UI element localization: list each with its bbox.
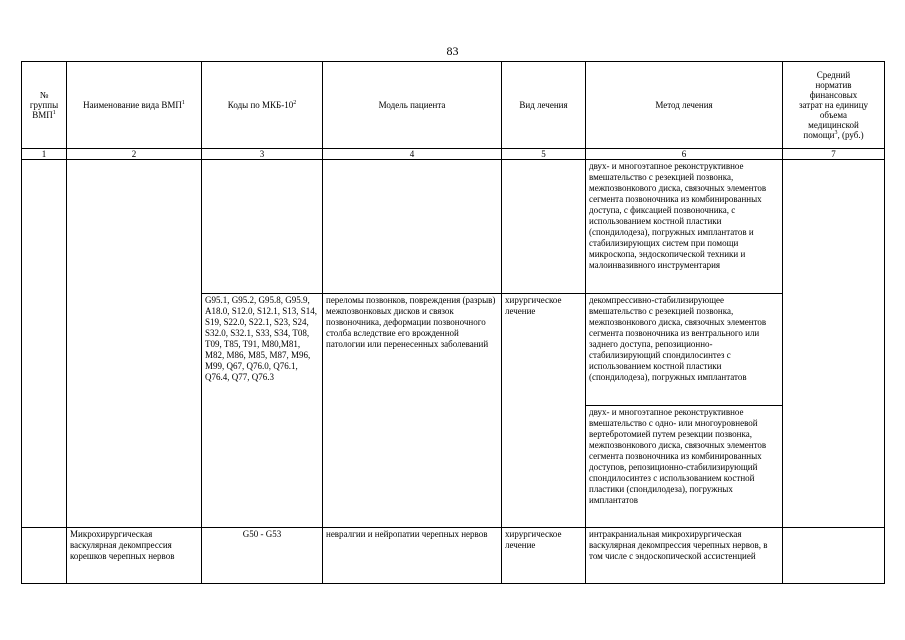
cost-norm-cell	[783, 160, 885, 528]
treatment-type-cell: хирургическое лечение	[502, 294, 586, 528]
treatment-method-cell: двух- и многоэтапное реконструктивное вмешательство с резекцией позвонка, межпозвонкового диска, связочных элементов сегмента позвоночника из комбинированных доступа, с фиксацией позвоночника, с использованием костной пластики (спондилодеза), погружных имплантатов и стабилизирующих систем при помощи микроскопа, эндоскопической техники и малоинвазивного инструментария	[586, 160, 783, 294]
page-number: 83	[446, 44, 459, 58]
header-treatment-method: Метод лечения	[586, 62, 783, 149]
icd-codes-cell: G50 - G53	[202, 528, 323, 584]
patient-model-cell	[323, 160, 502, 294]
treatment-method-cell: интракраниальная микрохирургическая васкулярная декомпрессия черепных нервов, в том числе с эндоскопической ассистенцией	[586, 528, 783, 584]
treatment-method-cell: декомпрессивно-стабилизирующее вмешательство с резекцией позвонка, межпозвонкового диска, связочных элементов сегмента позвоночника из вентрального или заднего доступа, репозиционно-стабилизирующий спондилосинтез с использованием костной пластики (спондилодеза), погружных имплантатов	[586, 294, 783, 406]
patient-model-cell: невралгии и нейропатии черепных нервов	[323, 528, 502, 584]
vmp-table	[21, 61, 885, 584]
column-number: 1	[22, 149, 67, 160]
header-vmp-name: Наименование вида ВМП$^1$	[67, 62, 202, 149]
icd-codes-cell	[202, 160, 323, 294]
column-number-row	[22, 149, 885, 160]
treatment-type-cell: хирургическое лечение	[502, 528, 586, 584]
table-row	[22, 160, 885, 294]
column-number: 5	[502, 149, 586, 160]
patient-model-cell: переломы позвонков, повреждения (разрыв) межпозвонковых дисков и связок позвоночника, деформации позвоночного столба вследствие его врожденной патологии или перенесенных заболеваний	[323, 294, 502, 528]
treatment-type-cell	[502, 160, 586, 294]
header-row	[22, 62, 885, 149]
treatment-method-cell: двух- и многоэтапное реконструктивное вмешательство с одно- или многоуровневой вертебротомией путем резекции позвонка, межпозвонкового диска, связочных элементов сегмента позвоночника из комбинированных доступов, репозиционно-стабилизирующий спондилосинтез с использованием костной пластики (спондилодеза), погружных имплантатов	[586, 406, 783, 528]
header-patient-model: Модель пациента	[323, 62, 502, 149]
column-number: 6	[586, 149, 783, 160]
vmp-name-cell	[67, 160, 202, 528]
group-number-cell	[22, 528, 67, 584]
table-row	[22, 528, 885, 584]
header-cost-norm: Средний норматив финансовых затрат на единицу объема медицинской помощи$^3$, (руб.)	[783, 62, 885, 149]
vmp-name-cell: Микрохирургическая васкулярная декомпрессия корешков черепных нервов	[67, 528, 202, 584]
icd-codes-cell: G95.1, G95.2, G95.8, G95.9, A18.0, S12.0, S12.1, S13, S14, S19, S22.0, S22.1, S23, S24, S32.0, S32.1, S33, S34, T08, T09, T85, T91, M80,M81, M82, M86, M85, M87, M96, M99, Q67, Q76.0, Q76.1, Q76.4, Q77, Q76.3	[202, 294, 323, 528]
column-number: 7	[783, 149, 885, 160]
column-number: 2	[67, 149, 202, 160]
header-icd-codes: Коды по МКБ-$10^2$	[202, 62, 323, 149]
column-number: 3	[202, 149, 323, 160]
cost-norm-cell	[783, 528, 885, 584]
header-treatment-type: Вид лечения	[502, 62, 586, 149]
header-group-number: № группы ВМП$^1$	[22, 62, 67, 149]
column-number: 4	[323, 149, 502, 160]
group-number-cell	[22, 160, 67, 528]
